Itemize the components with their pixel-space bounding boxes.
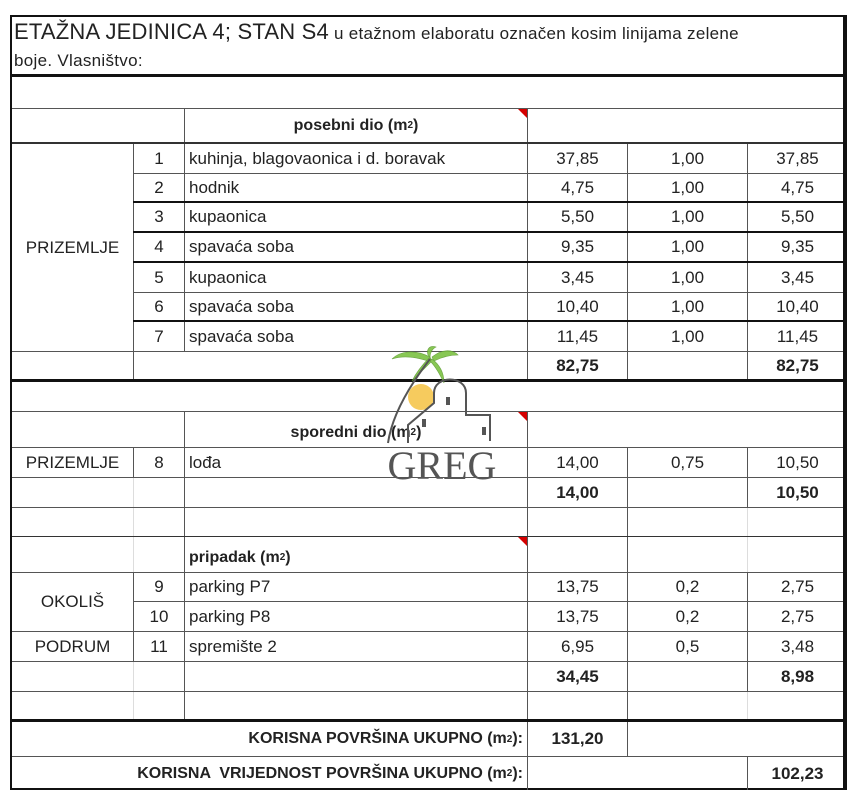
room-area: 14,00 — [527, 448, 627, 477]
empty-cell — [747, 692, 847, 719]
room-name: hodnik — [184, 174, 527, 201]
room-coefficient: 1,00 — [627, 293, 747, 320]
room-area: 13,75 — [527, 602, 627, 631]
room-coefficient: 1,00 — [627, 203, 747, 231]
room-reduced-area: 3,48 — [747, 632, 847, 661]
sum-coef-empty — [627, 478, 747, 507]
empty-cell — [527, 757, 747, 790]
superscript: 2 — [410, 427, 417, 438]
watermark-text: GREG — [387, 443, 497, 485]
pripadak-header-label — [184, 537, 527, 572]
empty-cell — [527, 692, 627, 719]
table-row — [12, 293, 843, 322]
room-name: kuhinja, blagovaonica i d. boravak — [184, 144, 527, 173]
superscript: 2 — [506, 768, 513, 779]
pripadak-header-text: pripadak (m — [189, 548, 280, 566]
total-korisna-label — [12, 722, 527, 756]
room-reduced-area: 4,75 — [747, 174, 847, 201]
room-number: 5 — [133, 263, 184, 292]
room-area: 4,75 — [527, 174, 627, 201]
room-coefficient: 0,2 — [627, 573, 747, 601]
room-name: lođa — [184, 448, 527, 477]
label-close: ): — [512, 730, 523, 747]
room-number: 9 — [133, 573, 184, 601]
table-row — [12, 602, 843, 632]
empty-cell — [133, 508, 184, 536]
room-number: 8 — [133, 448, 184, 477]
room-reduced-area: 10,50 — [747, 448, 847, 477]
room-area: 13,75 — [527, 573, 627, 601]
posebni-header-label — [184, 109, 527, 142]
total-vrijednost-label — [12, 757, 527, 790]
header-close: ) — [285, 548, 291, 566]
empty-cell — [627, 692, 747, 719]
room-name: spavaća soba — [184, 233, 527, 261]
empty-cell — [184, 478, 527, 507]
room-area: 5,50 — [527, 203, 627, 231]
room-reduced-area: 5,50 — [747, 203, 847, 231]
room-name: spremište 2 — [184, 632, 527, 661]
room-reduced-area: 37,85 — [747, 144, 847, 173]
room-number: 4 — [133, 233, 184, 261]
table-row — [12, 174, 843, 203]
room-reduced-area: 9,35 — [747, 233, 847, 261]
floor-label-prizemlje: PRIZEMLJE — [25, 452, 120, 472]
sum-reduced-area: 10,50 — [747, 478, 847, 507]
comment-indicator-icon[interactable] — [518, 537, 527, 546]
room-number: 11 — [133, 632, 184, 661]
superscript: 2 — [407, 120, 413, 131]
room-name: parking P8 — [184, 602, 527, 631]
sum-area: 34,45 — [527, 662, 627, 691]
room-name: kupaonica — [184, 203, 527, 231]
room-reduced-area: 3,45 — [747, 263, 847, 292]
room-reduced-area: 10,40 — [747, 293, 847, 320]
room-number: 7 — [133, 322, 184, 351]
comment-indicator-icon[interactable] — [518, 109, 527, 118]
room-coefficient: 1,00 — [627, 144, 747, 173]
section-header-posebni — [12, 109, 843, 144]
table-row — [12, 203, 843, 233]
empty-cell — [184, 692, 527, 719]
empty-row — [12, 692, 843, 722]
sum-coef-empty — [627, 352, 747, 379]
table-row — [12, 448, 843, 478]
empty-cell — [133, 478, 184, 507]
sum-area: 82,75 — [527, 352, 627, 379]
sum-spacer — [133, 352, 527, 379]
floor-label-prizemlje: PRIZEMLJE — [12, 144, 133, 352]
sum-row-posebni — [12, 352, 843, 382]
room-name: kupaonica — [184, 263, 527, 292]
room-reduced-area: 2,75 — [747, 602, 847, 631]
header-close: ) — [416, 423, 422, 441]
section-header-pripadak — [12, 537, 843, 573]
room-number: 2 — [133, 174, 184, 201]
room-area: 3,45 — [527, 263, 627, 292]
room-reduced-area: 2,75 — [747, 573, 847, 601]
title-block — [12, 17, 843, 77]
empty-cell — [133, 692, 184, 719]
comment-indicator-icon[interactable] — [518, 412, 527, 421]
room-number: 1 — [133, 144, 184, 173]
empty-cell — [184, 508, 527, 536]
superscript: 2 — [506, 733, 513, 745]
room-coefficient: 1,00 — [627, 233, 747, 261]
sporedni-header-text: sporedni dio (m — [290, 423, 411, 441]
superscript: 2 — [279, 552, 286, 563]
total-row-korisna — [12, 722, 843, 757]
sum-row-pripadak — [12, 662, 843, 692]
empty-row — [12, 382, 843, 412]
empty-cell — [133, 662, 184, 691]
table-row — [12, 233, 843, 263]
table-row — [12, 263, 843, 293]
floor-label-podrum: PODRUM — [34, 636, 111, 656]
divider — [527, 412, 528, 447]
empty-cell — [627, 722, 747, 756]
title-main: ETAŽNA JEDINICA 4; STAN S4 — [14, 19, 329, 44]
empty-cell — [747, 508, 847, 536]
table-row — [12, 144, 843, 174]
empty-cell — [627, 537, 747, 572]
empty-row — [12, 508, 843, 537]
sum-area: 14,00 — [527, 478, 627, 507]
sum-reduced-area: 8,98 — [747, 662, 847, 691]
header-close: ) — [413, 116, 419, 134]
table-row — [12, 573, 843, 602]
total-korisna-text: KORISNA POVRŠINA UKUPNO (m — [248, 730, 507, 747]
empty-cell — [133, 537, 184, 572]
total-korisna-value: 131,20 — [527, 722, 627, 756]
room-coefficient: 0,75 — [627, 448, 747, 477]
empty-cell — [527, 508, 627, 536]
empty-cell — [627, 508, 747, 536]
room-area: 9,35 — [527, 233, 627, 261]
room-reduced-area: 11,45 — [747, 322, 847, 351]
room-name: spavaća soba — [184, 322, 527, 351]
title-line-2: boje. Vlasništvo: — [14, 51, 143, 70]
sum-row-sporedni — [12, 478, 843, 508]
total-vrijednost-value: 102,23 — [747, 757, 847, 790]
floor-label-okolis: OKOLIŠ — [12, 573, 133, 632]
title-line-1 — [14, 19, 739, 45]
room-number: 10 — [133, 602, 184, 631]
room-coefficient: 1,00 — [627, 174, 747, 201]
title-description: u etažnom elaboratu označen kosim linijama zelene — [328, 24, 739, 43]
divider — [527, 109, 528, 142]
room-name: spavaća soba — [184, 293, 527, 320]
empty-cell — [527, 537, 627, 572]
total-row-vrijednost — [12, 757, 843, 790]
empty-row — [12, 77, 843, 109]
total-vrijednost-text: KORISNA VRIJEDNOST POVRŠINA UKUPNO (m — [137, 764, 507, 782]
room-area: 6,95 — [527, 632, 627, 661]
table-row — [12, 322, 843, 352]
room-number: 3 — [133, 203, 184, 231]
label-close: ): — [512, 764, 523, 782]
posebni-header-text: posebni dio (m — [293, 116, 408, 134]
room-area: 11,45 — [527, 322, 627, 351]
sum-reduced-area: 82,75 — [747, 352, 847, 379]
sum-coef-empty — [627, 662, 747, 691]
room-coefficient: 0,2 — [627, 602, 747, 631]
section-header-sporedni — [12, 412, 843, 448]
empty-cell — [184, 662, 527, 691]
room-coefficient: 1,00 — [627, 263, 747, 292]
room-area: 10,40 — [527, 293, 627, 320]
ownership-table-sheet — [10, 15, 847, 790]
room-coefficient: 1,00 — [627, 322, 747, 351]
room-area: 37,85 — [527, 144, 627, 173]
empty-cell — [747, 537, 847, 572]
room-name: parking P7 — [184, 573, 527, 601]
sporedni-header-label — [184, 412, 527, 447]
table-row — [12, 632, 843, 662]
room-coefficient: 0,5 — [627, 632, 747, 661]
room-number: 6 — [133, 293, 184, 320]
